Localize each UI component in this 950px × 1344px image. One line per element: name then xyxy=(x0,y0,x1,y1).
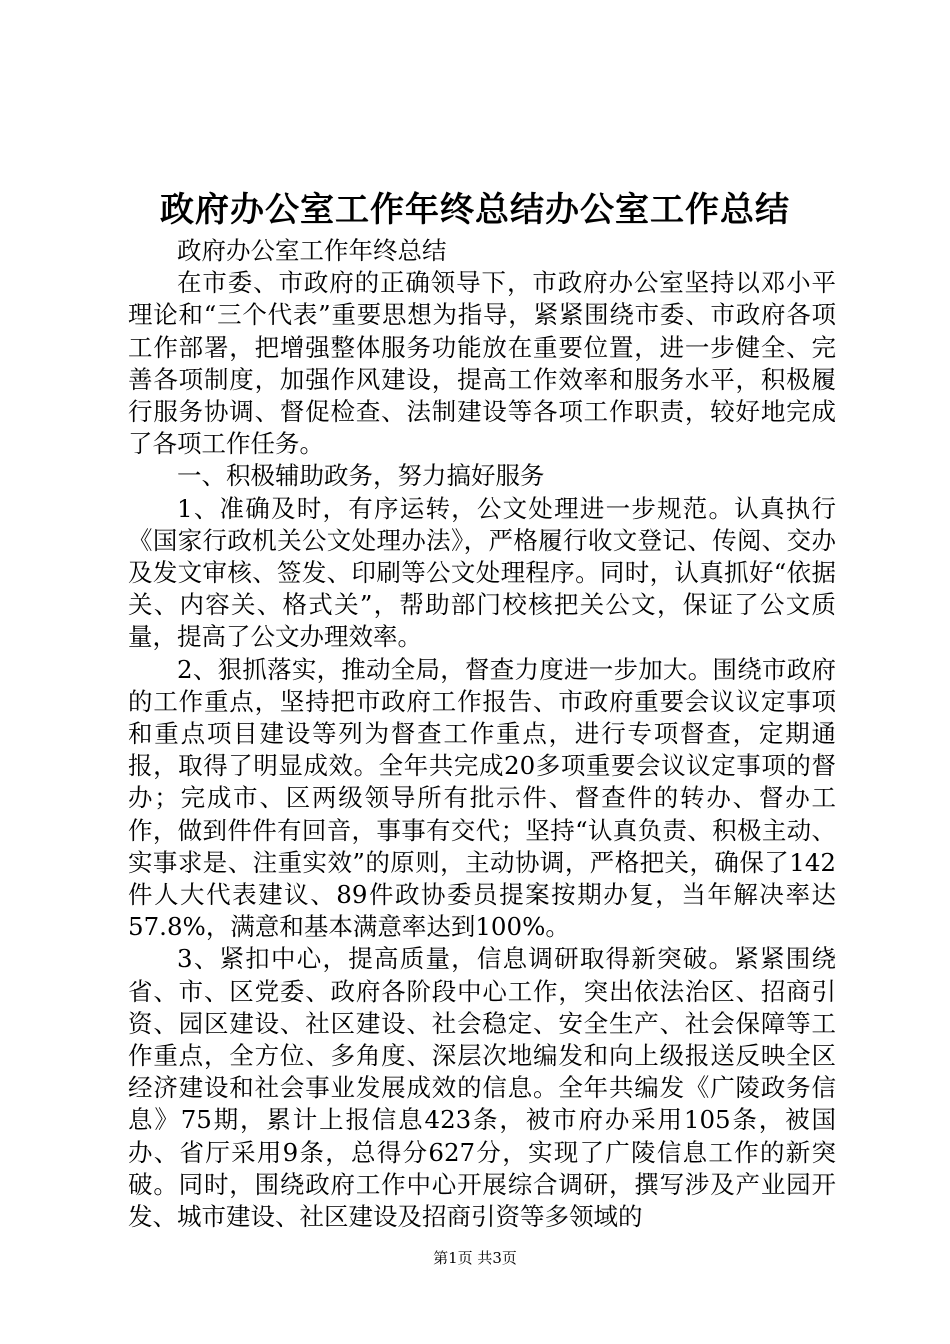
intro-paragraph: 在市委、市政府的正确领导下，市政府办公室坚持以邓小平理论和“三个代表”重要思想为指导，紧紧围绕市委、市政府各项工作部署，把增强整体服务功能放在重要位置，进一步健全、完善各项制度，加强作风建设，提高工作效率和服务水平，积极履行服务协调、督促检查、法制建设等各项工作职责，较好地完成了各项工作任务。 xyxy=(128,268,836,459)
document-body xyxy=(128,235,836,1233)
subtitle-paragraph: 政府办公室工作年终总结 xyxy=(177,236,447,265)
item-paragraph-1: 1、准确及时，有序运转，公文处理进一步规范。认真执行《国家行政机关公文处理办法》，严格履行收文登记、传阅、交办及发文审核、签发、印刷等公文处理程序。同时，认真抓好“依据关、内容关、格式关”，帮助部门校核把关公文，保证了公文质量，提高了公文办理效率。 xyxy=(128,493,836,652)
section-heading: 一、积极辅助政务，努力搞好服务 xyxy=(177,461,545,491)
document-title: 政府办公室工作年终总结办公室工作总结 xyxy=(160,190,790,230)
item-paragraph-3: 3、紧扣中心，提高质量，信息调研取得新突破。紧紧围绕省、市、区党委、政府各阶段中心工作，突出依法治区、招商引资、园区建设、社区建设、社会稳定、安全生产、社会保障等工作重点，全方位、多角度、深层次地编发和向上级报送反映全区经济建设和社会事业发展成效的信息。全年共编发《广陵政务信息》75期，累计上报信息423条，被市府办采用105条，被国办、省厅采用9条，总得分627分，实现了广陵信息工作的新突破。同时，围绕政府工作中心开展综合调研，撰写涉及产业园开发、城市建设、社区建设及招商引资等多领域的 xyxy=(128,944,836,1232)
page-number-footer: 第1页 共3页 xyxy=(433,1249,517,1267)
item-paragraph-2: 2、狠抓落实，推动全局，督查力度进一步加大。围绕市政府的工作重点，坚持把市政府工作报告、市政府重要会议议定事项和重点项目建设等列为督查工作重点，进行专项督查，定期通报，取得了明显成效。全年共完成20多项重要会议议定事项的督办；完成市、区两级领导所有批示件、督查件的转办、督办工作，做到件件有回音，事事有交代；坚持“认真负责、积极主动、实事求是、注重实效”的原则，主动协调，严格把关，确保了142件人大代表建议、89件政协委员提案按期办复，当年解决率达57.8%，满意和基本满意率达到100%。 xyxy=(128,654,836,942)
